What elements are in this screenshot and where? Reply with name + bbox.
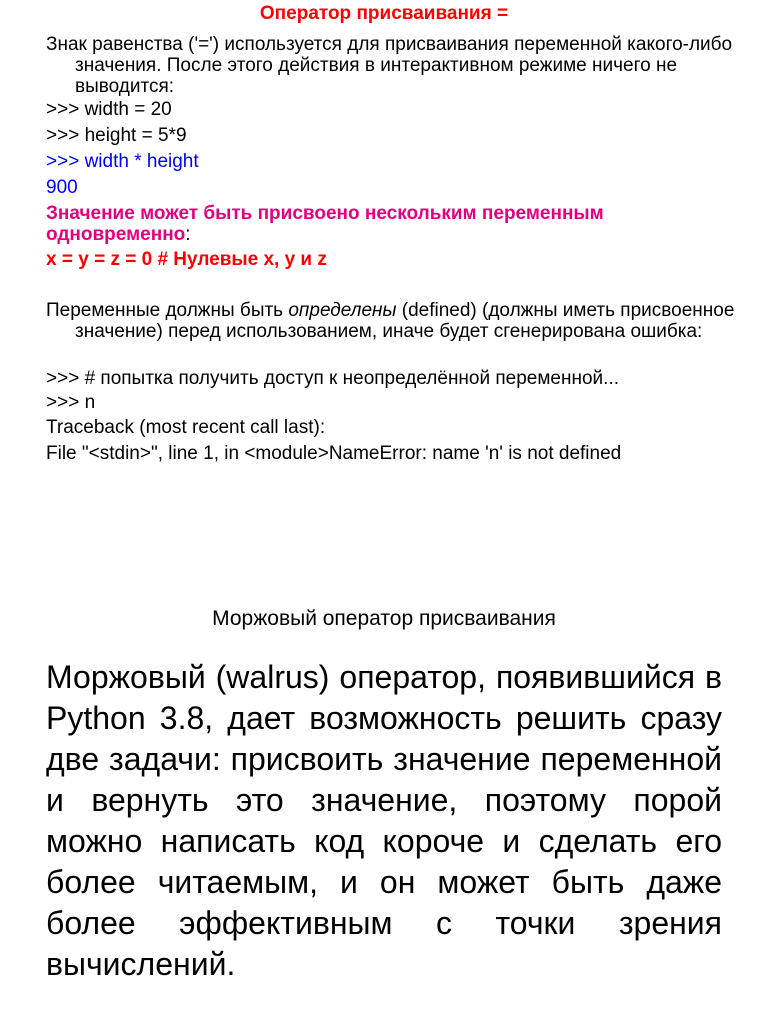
code-line-n: >>> n [46,392,96,413]
code-line-comment: >>> # попытка получить доступ к неопределённой переменной... [46,368,620,389]
defined-text-start: Переменные должны быть [46,300,289,321]
error-line: File "<stdin>", line 1, in <module>NameError: name 'n' is not defined [46,443,622,464]
page-title: Оператор присваивания = [259,3,509,24]
multi-assign-text: Значение может быть присвоено нескольким переменным одновременно [46,203,604,245]
defined-paragraph [46,300,765,342]
defined-emphasis: определены [288,300,397,321]
code-line-width: >>> width = 20 [46,99,172,120]
traceback-line: Traceback (most recent call last): [46,417,326,438]
multi-assign-colon: : [185,224,191,245]
defined-text-end: (defined) (должны иметь присвоенное значение) перед использованием, иначе будет сгенерирована ошибка: [75,300,735,342]
walrus-subtitle: Моржовый оператор присваивания [212,607,556,630]
code-line-height: >>> height = 5*9 [46,125,187,146]
code-line-product: >>> width * height [46,151,199,172]
intro-paragraph: Знак равенства ('=') используется для присваивания переменной какого-либо значения. После этого действия в интерактивном режиме ничего не выводится: [46,34,733,97]
walrus-paragraph: Моржовый (walrus) оператор, появившийся в Python 3.8, дает возможность решить сразу две задачи: присвоить значение переменной и вернуть это значение, поэтому порой можно написать код короче и сделать его более читаемым, и он может быть даже более эффективным с точки зрения вычислений. [46,659,722,982]
multi-assign-paragraph [46,203,736,245]
code-line-result: 900 [46,177,78,198]
multi-assign-example: x = y = z = 0 # Нулевые x, y и z [46,249,327,270]
